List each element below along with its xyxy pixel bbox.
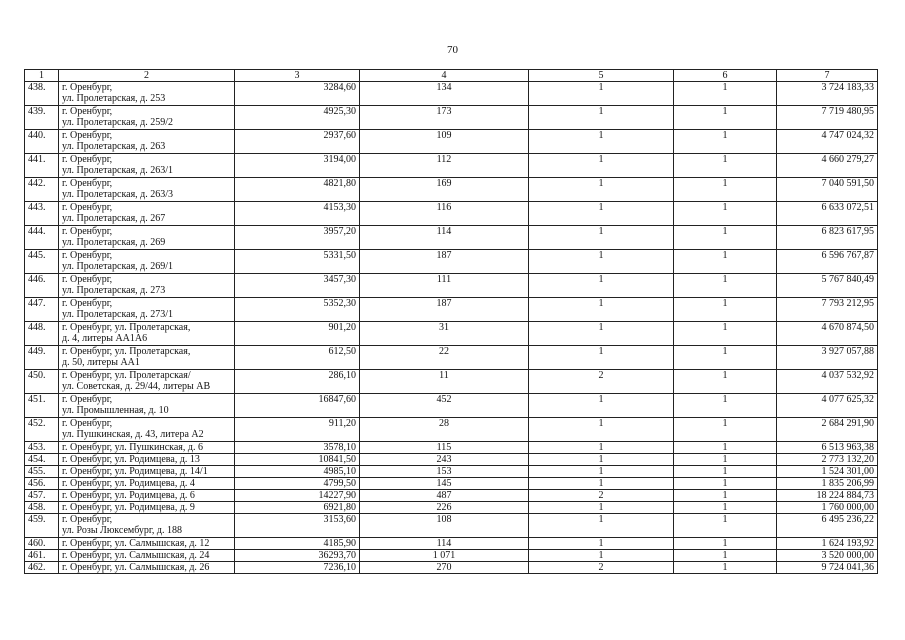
cell-residents: 270 — [360, 562, 529, 574]
cell-floors-count: 2 — [529, 490, 674, 502]
cell-address: г. Оренбург, ул. Салмышская, д. 12 — [59, 538, 235, 550]
table-row — [25, 394, 878, 418]
cell-row-number: 451. — [25, 394, 59, 418]
cell-floors-count: 1 — [529, 106, 674, 130]
cell-entrances-count: 1 — [674, 466, 777, 478]
cell-area: 4821,80 — [235, 178, 360, 202]
cell-residents: 111 — [360, 274, 529, 298]
cell-address: г. Оренбург, ул. Пролетарская, д. 259/2 — [59, 106, 235, 130]
table-row — [25, 454, 878, 466]
table-row — [25, 202, 878, 226]
cell-entrances-count: 1 — [674, 178, 777, 202]
cell-floors-count: 1 — [529, 478, 674, 490]
cell-floors-count: 1 — [529, 274, 674, 298]
housing-registry-table — [24, 69, 878, 574]
cell-address: г. Оренбург, ул. Пролетарская, д. 269 — [59, 226, 235, 250]
cell-row-number: 439. — [25, 106, 59, 130]
table-row — [25, 178, 878, 202]
cell-cost: 4 660 279,27 — [777, 154, 878, 178]
table-row — [25, 82, 878, 106]
cell-floors-count: 1 — [529, 130, 674, 154]
cell-row-number: 447. — [25, 298, 59, 322]
cell-residents: 11 — [360, 370, 529, 394]
table-row — [25, 442, 878, 454]
cell-residents: 1 071 — [360, 550, 529, 562]
cell-entrances-count: 1 — [674, 82, 777, 106]
cell-row-number: 444. — [25, 226, 59, 250]
table-row — [25, 490, 878, 502]
cell-residents: 22 — [360, 346, 529, 370]
cell-address: г. Оренбург, ул. Родимцева, д. 4 — [59, 478, 235, 490]
table-row — [25, 418, 878, 442]
cell-floors-count: 1 — [529, 250, 674, 274]
column-header-5: 5 — [529, 70, 674, 82]
cell-cost: 4 747 024,32 — [777, 130, 878, 154]
cell-cost: 4 077 625,32 — [777, 394, 878, 418]
table-row — [25, 478, 878, 490]
cell-cost: 4 037 532,92 — [777, 370, 878, 394]
cell-entrances-count: 1 — [674, 154, 777, 178]
table-row — [25, 370, 878, 394]
cell-cost: 18 224 884,73 — [777, 490, 878, 502]
cell-row-number: 460. — [25, 538, 59, 550]
cell-entrances-count: 1 — [674, 502, 777, 514]
cell-entrances-count: 1 — [674, 418, 777, 442]
cell-row-number: 459. — [25, 514, 59, 538]
table-row — [25, 154, 878, 178]
cell-address: г. Оренбург, ул. Салмышская, д. 26 — [59, 562, 235, 574]
page-number: 70 — [447, 44, 458, 56]
cell-cost: 6 823 617,95 — [777, 226, 878, 250]
cell-address: г. Оренбург, ул. Пролетарская, д. 267 — [59, 202, 235, 226]
cell-residents: 109 — [360, 130, 529, 154]
cell-residents: 243 — [360, 454, 529, 466]
table-row — [25, 502, 878, 514]
table-row — [25, 538, 878, 550]
cell-residents: 116 — [360, 202, 529, 226]
cell-area: 3457,30 — [235, 274, 360, 298]
table-row — [25, 298, 878, 322]
cell-floors-count: 1 — [529, 442, 674, 454]
cell-address: г. Оренбург, ул. Пролетарская, д. 273 — [59, 274, 235, 298]
cell-address: г. Оренбург, ул. Пролетарская, д. 269/1 — [59, 250, 235, 274]
cell-cost: 6 513 963,38 — [777, 442, 878, 454]
cell-address: г. Оренбург, ул. Родимцева, д. 6 — [59, 490, 235, 502]
cell-floors-count: 1 — [529, 154, 674, 178]
column-header-2: 2 — [59, 70, 235, 82]
cell-floors-count: 1 — [529, 178, 674, 202]
table-row — [25, 466, 878, 478]
cell-entrances-count: 1 — [674, 250, 777, 274]
cell-area: 5352,30 — [235, 298, 360, 322]
cell-area: 3194,00 — [235, 154, 360, 178]
cell-row-number: 443. — [25, 202, 59, 226]
column-header-1: 1 — [25, 70, 59, 82]
cell-area: 14227,90 — [235, 490, 360, 502]
cell-row-number: 438. — [25, 82, 59, 106]
cell-cost: 3 927 057,88 — [777, 346, 878, 370]
cell-area: 4153,30 — [235, 202, 360, 226]
cell-area: 911,20 — [235, 418, 360, 442]
cell-area: 3957,20 — [235, 226, 360, 250]
cell-cost: 2 773 132,20 — [777, 454, 878, 466]
cell-entrances-count: 1 — [674, 346, 777, 370]
cell-entrances-count: 1 — [674, 562, 777, 574]
cell-entrances-count: 1 — [674, 478, 777, 490]
cell-floors-count: 1 — [529, 394, 674, 418]
cell-cost: 1 835 206,99 — [777, 478, 878, 490]
cell-address: г. Оренбург, ул. Пролетарская, д. 273/1 — [59, 298, 235, 322]
cell-area: 16847,60 — [235, 394, 360, 418]
cell-row-number: 457. — [25, 490, 59, 502]
cell-cost: 6 495 236,22 — [777, 514, 878, 538]
cell-address: г. Оренбург, ул. Пролетарская, д. 4, литеры АА1А6 — [59, 322, 235, 346]
cell-residents: 31 — [360, 322, 529, 346]
cell-residents: 114 — [360, 538, 529, 550]
cell-floors-count: 1 — [529, 550, 674, 562]
cell-cost: 4 670 874,50 — [777, 322, 878, 346]
cell-floors-count: 2 — [529, 562, 674, 574]
table-row — [25, 130, 878, 154]
cell-residents: 187 — [360, 298, 529, 322]
cell-area: 4185,90 — [235, 538, 360, 550]
cell-area: 7236,10 — [235, 562, 360, 574]
table-header-row — [25, 70, 878, 82]
cell-residents: 114 — [360, 226, 529, 250]
cell-row-number: 452. — [25, 418, 59, 442]
table-row — [25, 274, 878, 298]
cell-row-number: 453. — [25, 442, 59, 454]
cell-row-number: 448. — [25, 322, 59, 346]
cell-row-number: 449. — [25, 346, 59, 370]
cell-floors-count: 1 — [529, 418, 674, 442]
cell-cost: 9 724 041,36 — [777, 562, 878, 574]
cell-floors-count: 1 — [529, 346, 674, 370]
cell-floors-count: 1 — [529, 202, 674, 226]
cell-floors-count: 1 — [529, 298, 674, 322]
cell-address: г. Оренбург, ул. Пролетарская, д. 263 — [59, 130, 235, 154]
cell-entrances-count: 1 — [674, 322, 777, 346]
cell-cost: 1 524 301,00 — [777, 466, 878, 478]
cell-floors-count: 1 — [529, 502, 674, 514]
cell-area: 4799,50 — [235, 478, 360, 490]
cell-residents: 452 — [360, 394, 529, 418]
cell-row-number: 450. — [25, 370, 59, 394]
cell-address: г. Оренбург, ул. Родимцева, д. 13 — [59, 454, 235, 466]
cell-row-number: 461. — [25, 550, 59, 562]
cell-floors-count: 1 — [529, 454, 674, 466]
cell-floors-count: 1 — [529, 82, 674, 106]
cell-cost: 7 040 591,50 — [777, 178, 878, 202]
cell-residents: 112 — [360, 154, 529, 178]
cell-residents: 134 — [360, 82, 529, 106]
table-row — [25, 346, 878, 370]
table-row — [25, 226, 878, 250]
cell-cost: 3 724 183,33 — [777, 82, 878, 106]
table-row — [25, 250, 878, 274]
cell-cost: 1 624 193,92 — [777, 538, 878, 550]
table-body — [25, 70, 878, 574]
cell-address: г. Оренбург, ул. Пролетарская, д. 253 — [59, 82, 235, 106]
cell-area: 36293,70 — [235, 550, 360, 562]
cell-address: г. Оренбург, ул. Промышленная, д. 10 — [59, 394, 235, 418]
cell-entrances-count: 1 — [674, 106, 777, 130]
cell-residents: 173 — [360, 106, 529, 130]
table-row — [25, 514, 878, 538]
table-row — [25, 106, 878, 130]
cell-address: г. Оренбург, ул. Пролетарская, д. 263/3 — [59, 178, 235, 202]
column-header-3: 3 — [235, 70, 360, 82]
cell-row-number: 445. — [25, 250, 59, 274]
cell-residents: 28 — [360, 418, 529, 442]
cell-entrances-count: 1 — [674, 442, 777, 454]
cell-row-number: 441. — [25, 154, 59, 178]
column-header-6: 6 — [674, 70, 777, 82]
cell-area: 6921,80 — [235, 502, 360, 514]
cell-area: 5331,50 — [235, 250, 360, 274]
cell-entrances-count: 1 — [674, 514, 777, 538]
column-header-4: 4 — [360, 70, 529, 82]
cell-address: г. Оренбург, ул. Пролетарская/ ул. Советская, д. 29/44, литеры АВ — [59, 370, 235, 394]
cell-entrances-count: 1 — [674, 490, 777, 502]
cell-floors-count: 1 — [529, 226, 674, 250]
cell-entrances-count: 1 — [674, 274, 777, 298]
cell-address: г. Оренбург, ул. Салмышская, д. 24 — [59, 550, 235, 562]
cell-entrances-count: 1 — [674, 538, 777, 550]
cell-area: 3284,60 — [235, 82, 360, 106]
table-row — [25, 322, 878, 346]
cell-floors-count: 1 — [529, 466, 674, 478]
cell-cost: 6 596 767,87 — [777, 250, 878, 274]
cell-entrances-count: 1 — [674, 202, 777, 226]
cell-entrances-count: 1 — [674, 226, 777, 250]
cell-address: г. Оренбург, ул. Пушкинская, д. 43, литера А2 — [59, 418, 235, 442]
cell-row-number: 456. — [25, 478, 59, 490]
cell-entrances-count: 1 — [674, 370, 777, 394]
cell-residents: 108 — [360, 514, 529, 538]
cell-residents: 187 — [360, 250, 529, 274]
cell-address: г. Оренбург, ул. Пушкинская, д. 6 — [59, 442, 235, 454]
cell-address: г. Оренбург, ул. Пролетарская, д. 50, литеры АА1 — [59, 346, 235, 370]
cell-residents: 487 — [360, 490, 529, 502]
cell-residents: 153 — [360, 466, 529, 478]
cell-row-number: 442. — [25, 178, 59, 202]
cell-residents: 169 — [360, 178, 529, 202]
cell-area: 2937,60 — [235, 130, 360, 154]
cell-entrances-count: 1 — [674, 550, 777, 562]
cell-row-number: 455. — [25, 466, 59, 478]
cell-entrances-count: 1 — [674, 394, 777, 418]
cell-area: 4985,10 — [235, 466, 360, 478]
cell-row-number: 446. — [25, 274, 59, 298]
cell-cost: 3 520 000,00 — [777, 550, 878, 562]
cell-address: г. Оренбург, ул. Родимцева, д. 14/1 — [59, 466, 235, 478]
cell-area: 286,10 — [235, 370, 360, 394]
cell-floors-count: 1 — [529, 322, 674, 346]
cell-address: г. Оренбург, ул. Пролетарская, д. 263/1 — [59, 154, 235, 178]
cell-area: 4925,30 — [235, 106, 360, 130]
cell-row-number: 462. — [25, 562, 59, 574]
cell-residents: 115 — [360, 442, 529, 454]
cell-cost: 7 719 480,95 — [777, 106, 878, 130]
cell-residents: 226 — [360, 502, 529, 514]
cell-address: г. Оренбург, ул. Родимцева, д. 9 — [59, 502, 235, 514]
cell-floors-count: 2 — [529, 370, 674, 394]
cell-cost: 5 767 840,49 — [777, 274, 878, 298]
cell-entrances-count: 1 — [674, 454, 777, 466]
cell-residents: 145 — [360, 478, 529, 490]
table-row — [25, 562, 878, 574]
cell-area: 3153,60 — [235, 514, 360, 538]
cell-area: 3578,10 — [235, 442, 360, 454]
cell-entrances-count: 1 — [674, 298, 777, 322]
cell-area: 10841,50 — [235, 454, 360, 466]
cell-row-number: 454. — [25, 454, 59, 466]
column-header-7: 7 — [777, 70, 878, 82]
cell-floors-count: 1 — [529, 514, 674, 538]
cell-area: 901,20 — [235, 322, 360, 346]
table-row — [25, 550, 878, 562]
cell-row-number: 458. — [25, 502, 59, 514]
cell-address: г. Оренбург, ул. Розы Люксембург, д. 188 — [59, 514, 235, 538]
cell-cost: 1 760 000,00 — [777, 502, 878, 514]
cell-cost: 7 793 212,95 — [777, 298, 878, 322]
cell-cost: 2 684 291,90 — [777, 418, 878, 442]
cell-entrances-count: 1 — [674, 130, 777, 154]
cell-area: 612,50 — [235, 346, 360, 370]
cell-cost: 6 633 072,51 — [777, 202, 878, 226]
cell-floors-count: 1 — [529, 538, 674, 550]
cell-row-number: 440. — [25, 130, 59, 154]
